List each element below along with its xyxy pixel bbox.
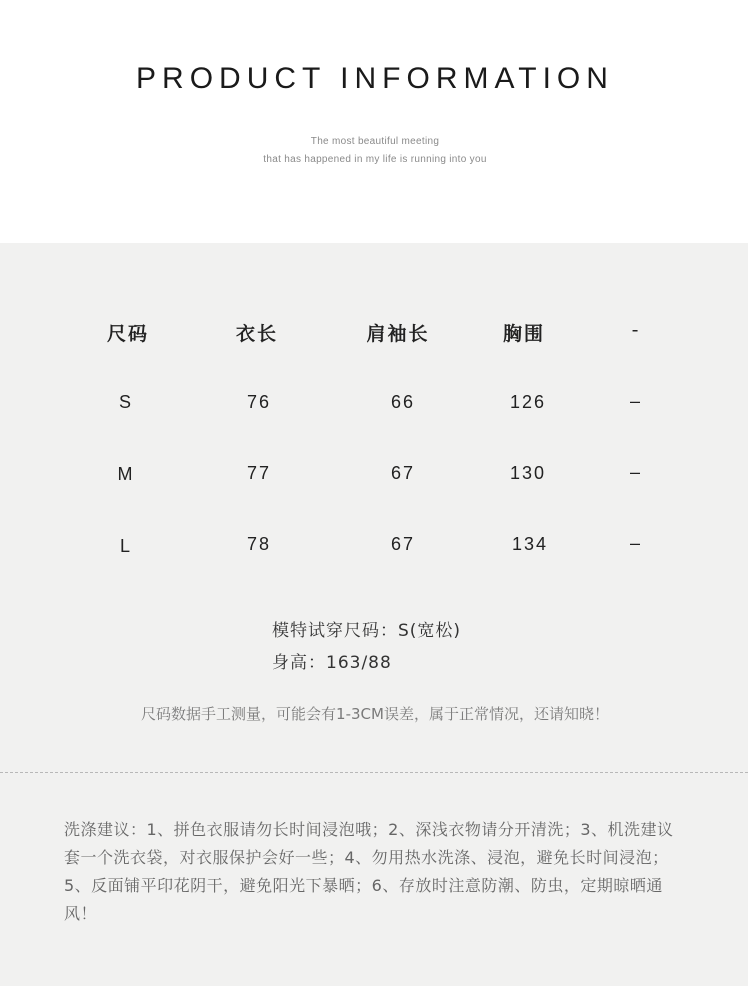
size-info-panel [0, 243, 748, 986]
header-size: 尺码 [106, 323, 149, 345]
table-cell: 78 [246, 534, 272, 554]
header-extra: - [631, 319, 641, 341]
model-height-line: 身高：163/88 [272, 653, 392, 673]
table-cell: 77 [246, 463, 272, 483]
measurement-note: 尺码数据手工测量，可能会有1-3CM误差，属于正常情况，还请知晓！ [141, 705, 609, 723]
table-cell: – [629, 462, 642, 482]
page-title: PRODUCT INFORMATION [136, 62, 614, 95]
header-sleeve: 肩袖长 [366, 323, 430, 345]
table-cell: L [119, 536, 132, 556]
table-cell: S [118, 392, 133, 412]
table-cell: – [629, 533, 642, 553]
table-cell: 66 [390, 392, 416, 412]
subtitle-line-2: that has happened in my life is running into you [263, 154, 487, 165]
table-cell: 76 [246, 392, 272, 412]
care-instructions: 洗涤建议：1、拼色衣服请勿长时间浸泡哦；2、深浅衣物请分开清洗；3、机洗建议套一个洗衣袋，对衣服保护会好一些；4、勿用热水洗涤、浸泡，避免长时间浸泡；5、反面铺平印花阴干，避免阳光下暴晒；6、存放时注意防潮、防虫，定期晾晒通风！ [64, 820, 674, 923]
model-size-line: 模特试穿尺码：S(宽松) [272, 621, 462, 641]
header-length: 衣长 [235, 323, 278, 345]
table-cell: – [629, 391, 642, 411]
table-cell: 130 [509, 463, 547, 483]
table-cell: 134 [511, 534, 549, 554]
dashed-divider [0, 772, 748, 773]
table-cell: 126 [509, 392, 547, 412]
header-chest: 胸围 [502, 323, 545, 345]
subtitle-line-1: The most beautiful meeting [310, 136, 440, 147]
table-cell: 67 [390, 534, 416, 554]
table-cell: M [117, 464, 135, 484]
header-section [0, 0, 750, 243]
table-cell: 67 [390, 463, 416, 483]
